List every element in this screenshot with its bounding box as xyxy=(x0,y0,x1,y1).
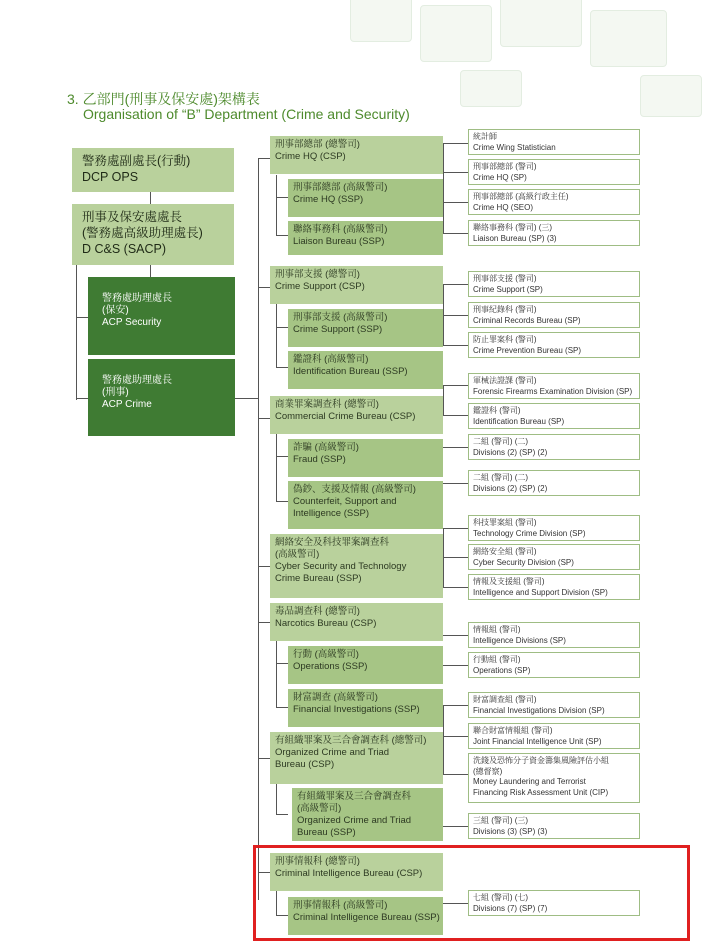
unit-zh: 財富調查組 (警司) xyxy=(473,695,537,704)
octb-ssp-en2: Bureau (SSP) xyxy=(297,827,356,838)
unit-zh2: (總督察) xyxy=(473,766,503,776)
connector-line xyxy=(258,566,270,567)
highlight-rectangle xyxy=(253,845,690,941)
commercial-crime-zh: 商業罪案調查科 (總警司) xyxy=(275,399,379,410)
unit-en: Intelligence and Support Division (SP) xyxy=(473,587,608,597)
unit-box xyxy=(468,332,640,358)
unit-box xyxy=(468,189,640,215)
unit-zh: 網絡安全組 (警司) xyxy=(473,547,537,556)
connector-line xyxy=(276,235,288,236)
dcs-zh: 刑事及保安處處長 xyxy=(82,210,183,224)
connector-line xyxy=(276,175,277,236)
unit-en: Operations (SP) xyxy=(473,665,531,675)
connector-line xyxy=(276,197,288,198)
crime-support-csp-zh: 刑事部支援 (總警司) xyxy=(275,269,360,280)
connector-line xyxy=(443,774,468,775)
unit-en: Crime Support (SP) xyxy=(473,284,543,294)
unit-box xyxy=(468,470,640,496)
unit-en: Cyber Security Division (SP) xyxy=(473,557,574,567)
connector-line xyxy=(276,663,288,664)
octb-ssp-en: Organized Crime and Triad xyxy=(297,815,412,826)
liaison-bureau-zh: 聯絡事務科 (高級警司) xyxy=(293,224,388,235)
unit-en: Criminal Records Bureau (SP) xyxy=(473,315,581,325)
unit-zh: 統計師 xyxy=(473,132,497,141)
dcs-zh2: (警務處高級助理處長) xyxy=(82,226,203,240)
crime-hq-ssp-box xyxy=(288,179,443,217)
counterfeit-en: Counterfeit, Support and xyxy=(293,496,397,507)
cyber-security-zh: 網絡安全及科技罪案調查科 xyxy=(275,537,390,548)
octb-csp-zh: 有組織罪案及三合會調查科 (總警司) xyxy=(275,735,427,746)
unit-box xyxy=(468,515,640,541)
fraud-box xyxy=(288,439,443,477)
cib-ssp-zh: 刑事情報科 (高級警司) xyxy=(293,900,388,911)
counterfeit-box xyxy=(288,481,443,529)
identification-bureau-zh: 鑑證科 (高級警司) xyxy=(293,354,369,365)
connector-line xyxy=(276,814,288,815)
connector-line xyxy=(258,158,270,159)
octb-csp-en2: Bureau (CSP) xyxy=(275,759,335,770)
narcotics-bureau-en: Narcotics Bureau (CSP) xyxy=(275,618,377,629)
commercial-crime-box xyxy=(270,396,443,434)
unit-zh: 情報組 (警司) xyxy=(473,625,521,634)
operations-ssp-zh: 行動 (高級警司) xyxy=(293,649,359,660)
unit-en: Technology Crime Division (SP) xyxy=(473,528,586,538)
unit-en: Intelligence Divisions (SP) xyxy=(473,635,566,645)
unit-box xyxy=(468,220,640,246)
cyber-security-en2: Crime Bureau (SSP) xyxy=(275,573,362,584)
unit-zh: 刑事紀錄科 (警司) xyxy=(473,305,537,314)
unit-zh: 七組 (警司) (七) xyxy=(473,893,529,902)
unit-en: Divisions (2) (SP) (2) xyxy=(473,447,548,457)
connector-line xyxy=(443,345,468,346)
crime-support-ssp-zh: 刑事部支援 (高級警司) xyxy=(293,312,388,323)
liaison-bureau-box xyxy=(288,221,443,255)
unit-box xyxy=(468,723,640,749)
unit-box xyxy=(468,544,640,570)
unit-zh: 刑事部總部 (高級行政主任) xyxy=(473,192,569,201)
connector-line xyxy=(235,398,259,399)
connector-line xyxy=(443,587,468,588)
connector-line xyxy=(258,287,270,288)
unit-en: Forensic Firearms Examination Division (SP) xyxy=(473,386,633,396)
crime-hq-csp-en: Crime HQ (CSP) xyxy=(275,151,346,162)
unit-zh: 防止罪案科 (警司) xyxy=(473,335,537,344)
background-decoration xyxy=(350,0,412,42)
connector-line xyxy=(443,736,468,737)
crime-hq-csp-zh: 刑事部總部 (總警司) xyxy=(275,139,360,150)
background-decoration xyxy=(640,75,702,117)
background-decoration xyxy=(500,0,582,47)
connector-line xyxy=(276,367,288,368)
unit-en: Crime HQ (SEO) xyxy=(473,202,533,212)
unit-en: Divisions (2) (SP) (2) xyxy=(473,483,548,493)
octb-ssp-box xyxy=(292,788,443,841)
connector-line xyxy=(150,192,151,204)
unit-zh: 情報及支援組 (警司) xyxy=(473,577,545,586)
connector-line xyxy=(258,622,270,623)
counterfeit-zh: 偽鈔、支援及情報 (高級警司) xyxy=(293,484,416,495)
counterfeit-en2: Intelligence (SSP) xyxy=(293,508,370,519)
dcp-ops-box xyxy=(72,148,234,192)
connector-line xyxy=(443,143,444,233)
acp-crime-zh2: (刑事) xyxy=(102,387,129,398)
narcotics-bureau-box xyxy=(270,603,443,641)
unit-box xyxy=(468,159,640,185)
connector-line xyxy=(443,172,468,173)
connector-line xyxy=(443,483,468,484)
unit-en: Joint Financial Intelligence Unit (SP) xyxy=(473,736,602,746)
unit-en: Liaison Bureau (SP) (3) xyxy=(473,233,557,243)
connector-line xyxy=(443,665,468,666)
connector-line xyxy=(276,501,288,502)
connector-line xyxy=(443,528,468,529)
connector-line xyxy=(258,758,270,759)
connector-line xyxy=(258,418,270,419)
dcs-en: D C&S (SACP) xyxy=(82,242,167,256)
fraud-zh: 詐騙 (高級警司) xyxy=(293,442,359,453)
unit-box xyxy=(468,302,640,328)
fraud-en: Fraud (SSP) xyxy=(293,454,346,465)
connector-line xyxy=(443,557,468,558)
commercial-crime-en: Commercial Crime Bureau (CSP) xyxy=(275,411,416,422)
operations-ssp-box xyxy=(288,646,443,684)
dcs-box xyxy=(72,204,234,265)
acp-security-zh: 警務處助理處長 xyxy=(102,293,172,304)
identification-bureau-box xyxy=(288,351,443,389)
unit-zh: 刑事部支援 (警司) xyxy=(473,274,537,283)
connector-line xyxy=(443,385,444,416)
unit-zh: 刑事部總部 (警司) xyxy=(473,162,537,171)
unit-zh: 聯合財富情報組 (警司) xyxy=(473,726,553,735)
unit-box xyxy=(468,753,640,803)
liaison-bureau-en: Liaison Bureau (SSP) xyxy=(293,236,385,247)
unit-en: Crime HQ (SP) xyxy=(473,172,527,182)
unit-zh: 二組 (警司) (二) xyxy=(473,473,529,482)
dcp-ops-zh: 警務處副處長(行動) xyxy=(82,154,191,168)
connector-line xyxy=(76,265,77,400)
acp-crime-box xyxy=(88,359,235,436)
page-title-en: Organisation of “B” Department (Crime and Security) xyxy=(83,106,410,122)
unit-zh: 洗錢及恐怖分子資金籌集風險評估小組 xyxy=(473,756,609,765)
connector-line xyxy=(276,707,288,708)
crime-support-ssp-en: Crime Support (SSP) xyxy=(293,324,383,335)
cyber-security-zh2: (高級警司) xyxy=(275,549,320,560)
acp-security-box xyxy=(88,277,235,355)
unit-zh: 科技罪案組 (警司) xyxy=(473,518,537,527)
connector-line xyxy=(276,780,277,815)
unit-box xyxy=(468,129,640,155)
unit-box xyxy=(468,574,640,600)
octb-ssp-zh2: (高級警司) xyxy=(297,803,342,814)
connector-line xyxy=(443,705,468,706)
cib-csp-zh: 刑事情報科 (總警司) xyxy=(275,856,360,867)
unit-box xyxy=(468,692,640,718)
financial-investigations-ssp-zh: 財富調查 (高級警司) xyxy=(293,692,378,703)
unit-en: Identification Bureau (SP) xyxy=(473,416,565,426)
financial-investigations-ssp-en: Financial Investigations (SSP) xyxy=(293,704,420,715)
operations-ssp-en: Operations (SSP) xyxy=(293,661,368,672)
connector-line xyxy=(443,233,468,234)
connector-line xyxy=(443,635,468,636)
background-decoration xyxy=(590,10,667,67)
connector-line xyxy=(258,158,259,900)
connector-line xyxy=(276,434,277,502)
cib-csp-en: Criminal Intelligence Bureau (CSP) xyxy=(275,868,423,879)
unit-en: Money Laundering and Terrorist xyxy=(473,777,586,786)
narcotics-bureau-zh: 毒品調查科 (總警司) xyxy=(275,606,360,617)
connector-line xyxy=(150,265,151,277)
crime-support-csp-box xyxy=(270,266,443,304)
cyber-security-box xyxy=(270,534,443,598)
connector-line xyxy=(276,327,288,328)
connector-line xyxy=(443,447,468,448)
crime-hq-ssp-en: Crime HQ (SSP) xyxy=(293,194,364,205)
cyber-security-en: Cyber Security and Technology xyxy=(275,561,407,572)
connector-line xyxy=(443,528,444,588)
unit-en: Financial Investigations Division (SP) xyxy=(473,705,605,715)
unit-zh: 聯絡事務科 (警司) (三) xyxy=(473,223,553,232)
unit-box xyxy=(468,271,640,297)
acp-crime-zh: 警務處助理處長 xyxy=(102,375,172,386)
unit-zh: 鑑證科 (警司) xyxy=(473,406,521,415)
octb-ssp-zh: 有組織罪案及三合會調查科 xyxy=(297,791,412,802)
unit-en: Divisions (7) (SP) (7) xyxy=(473,903,548,913)
connector-line xyxy=(276,640,277,708)
background-decoration xyxy=(460,70,522,107)
crime-support-csp-en: Crime Support (CSP) xyxy=(275,281,365,292)
connector-line xyxy=(276,456,288,457)
unit-box xyxy=(468,373,640,399)
connector-line xyxy=(443,284,468,285)
unit-zh: 三組 (警司) (三) xyxy=(473,816,529,825)
unit-box xyxy=(468,813,640,839)
octb-csp-en: Organized Crime and Triad xyxy=(275,747,390,758)
unit-en2: Financing Risk Assessment Unit (CIP) xyxy=(473,787,609,797)
connector-line xyxy=(443,415,468,416)
connector-line xyxy=(76,398,88,399)
connector-line xyxy=(276,304,277,368)
unit-box xyxy=(468,622,640,648)
crime-support-ssp-box xyxy=(288,309,443,347)
unit-en: Crime Prevention Bureau (SP) xyxy=(473,345,582,355)
unit-box xyxy=(468,652,640,678)
connector-line xyxy=(443,202,468,203)
acp-crime-en: ACP Crime xyxy=(102,399,152,410)
unit-en: Crime Wing Statistician xyxy=(473,142,556,152)
acp-security-zh2: (保安) xyxy=(102,305,129,316)
unit-box xyxy=(468,434,640,460)
connector-line xyxy=(76,317,88,318)
connector-line xyxy=(443,705,444,775)
connector-line xyxy=(443,826,468,827)
cib-ssp-en: Criminal Intelligence Bureau (SSP) xyxy=(293,912,440,923)
octb-csp-box xyxy=(270,732,443,784)
acp-security-en: ACP Security xyxy=(102,317,162,328)
background-decoration xyxy=(420,5,492,62)
crime-hq-ssp-zh: 刑事部總部 (高級警司) xyxy=(293,182,388,193)
unit-zh: 二組 (警司) (二) xyxy=(473,437,529,446)
identification-bureau-en: Identification Bureau (SSP) xyxy=(293,366,408,377)
crime-hq-csp-box xyxy=(270,136,443,174)
unit-zh: 行動組 (警司) xyxy=(473,655,521,664)
connector-line xyxy=(443,143,468,144)
page-title-zh: 3. 乙部門(刑事及保安處)架構表 xyxy=(67,91,260,107)
connector-line xyxy=(443,315,468,316)
unit-zh: 軍械法證課 (警司) xyxy=(473,376,537,385)
unit-en: Divisions (3) (SP) (3) xyxy=(473,826,548,836)
connector-line xyxy=(443,385,468,386)
unit-box xyxy=(468,403,640,429)
financial-investigations-ssp-box xyxy=(288,689,443,727)
dcp-ops-en: DCP OPS xyxy=(82,170,139,184)
